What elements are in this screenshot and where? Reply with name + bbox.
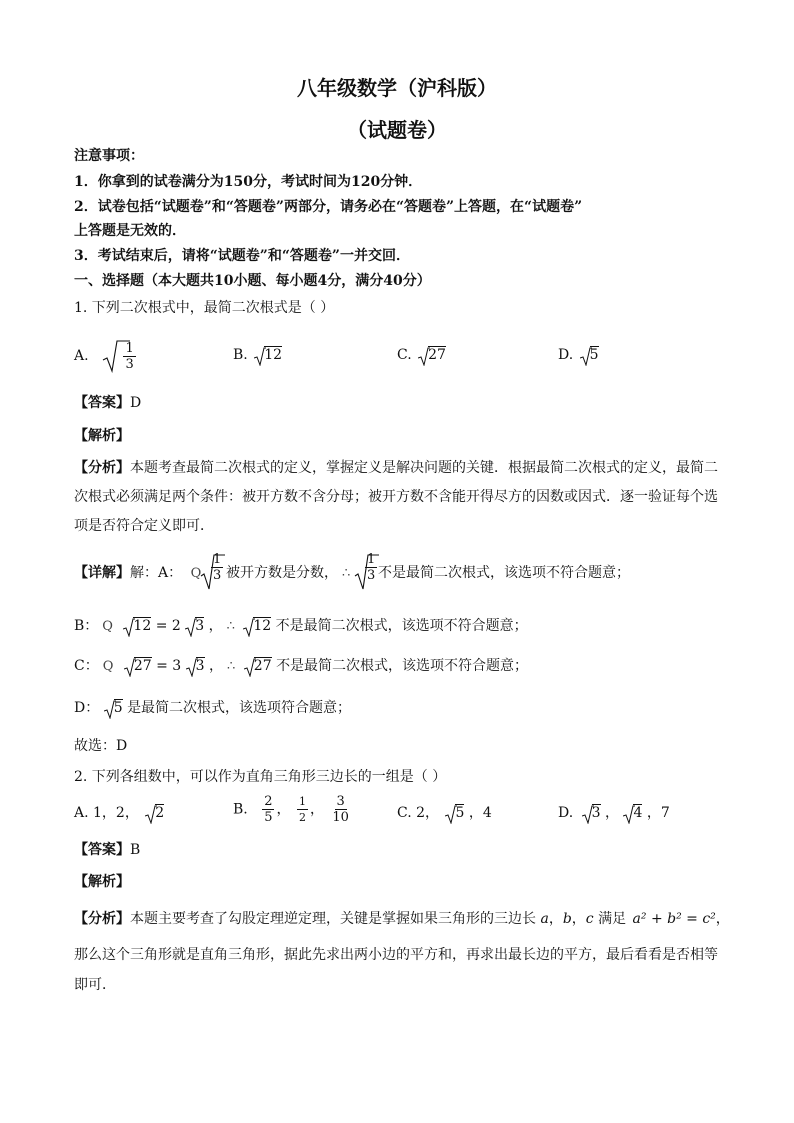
q1-conclusion: 故选：D bbox=[74, 738, 128, 754]
q2-fenxi-line-1: 【分析】本题主要考查了勾股定理逆定理，关键是掌握如果三角形的三边长 a，b，c 满足 a² + b² = c²， bbox=[74, 911, 730, 927]
q1-detail-c: C： Q 27 = 3 3 ， ∴ 27 不是最简二次根式，该选项不符合题意； bbox=[74, 658, 529, 674]
sqrt-symbol bbox=[101, 338, 131, 374]
formula: a² + b² = c² bbox=[632, 911, 716, 927]
notice-item-2-cont: 上答题是无效的． bbox=[74, 223, 186, 239]
fraction: $\frac{1}{2}$ bbox=[298, 795, 306, 824]
q1-fenxi-line-3: 项是否符合定义即可． bbox=[74, 518, 214, 534]
notice-item-2: 2．试卷包括“试题卷”和“答题卷”两部分，请务必在“答题卷”上答题，在“试题卷” bbox=[74, 199, 583, 215]
q1-option-a bbox=[74, 338, 138, 374]
fraction: $\frac{1}{3}$ bbox=[213, 552, 222, 583]
page-subtitle: （试题卷） bbox=[347, 118, 447, 142]
fraction: $\frac{1}{3}$ bbox=[125, 340, 134, 372]
fraction: $\frac{1}{3}$ bbox=[367, 552, 376, 583]
sqrt-expr: 12 bbox=[264, 347, 282, 363]
q1-option-d: D. 5 bbox=[558, 347, 599, 363]
q1-fenxi-line-1: 【分析】本题考查最简二次根式的定义，掌握定义是解决问题的关键．根据最简二次根式的定义，最简二 bbox=[74, 460, 718, 476]
q1-option-c: C. 27 bbox=[397, 347, 446, 363]
q2-analysis-tag: 【解析】 bbox=[74, 874, 130, 890]
q1-fenxi-line-2: 次根式必须满足两个条件：被开方数不含分母；被开方数不含能开得尽方的因数或因式．逐一验证每个选 bbox=[74, 489, 718, 505]
sqrt-expr: 27 bbox=[428, 347, 446, 363]
notice-item-1: 1．你拿到的试卷满分为150分，考试时间为120分钟． bbox=[74, 174, 423, 190]
page-title: 八年级数学（沪科版） bbox=[297, 76, 497, 100]
sqrt-expr: 5 bbox=[590, 347, 599, 363]
q1-answer: 【答案】D bbox=[74, 395, 142, 411]
q1-detail-a-end: 不是最简二次根式，该选项不符合题意； bbox=[378, 565, 630, 581]
q2-option-c: C. 2， 5 ，4 bbox=[397, 805, 492, 821]
notice-heading: 注意事项： bbox=[74, 148, 144, 164]
q2-fenxi-line-3: 即可． bbox=[74, 977, 116, 993]
q1-detail-a-mid: 被开方数是分数， ∴ bbox=[226, 565, 351, 581]
q1-detail-a: 【详解】解：A： Q bbox=[74, 565, 202, 581]
q2-option-b: B. $\frac{2}{5}$ ， $\frac{1}{2}$ ， $\frac{3}{10}$ bbox=[233, 794, 349, 825]
q1-stem: 1. 下列二次根式中，最简二次根式是（ ） bbox=[74, 300, 335, 316]
q1-detail-b: B： Q 12 = 2 3 ， ∴ 12 不是最简二次根式，该选项不符合题意； bbox=[74, 618, 528, 634]
q1-analysis-tag: 【解析】 bbox=[74, 428, 130, 444]
q2-option-a: A. 1，2， 2 bbox=[74, 805, 165, 821]
q2-option-d: D. 3 ， 4 ，7 bbox=[558, 805, 670, 821]
q2-answer: 【答案】B bbox=[74, 842, 141, 858]
q1-detail-d: D： 5 是最简二次根式，该选项符合题意； bbox=[74, 700, 352, 716]
option-letter: A. bbox=[74, 348, 89, 364]
notice-item-3: 3．考试结束后，请将“试题卷”和“答题卷”一并交回． bbox=[74, 248, 410, 264]
fraction: $\frac{3}{10}$ bbox=[332, 794, 349, 825]
q2-fenxi-line-2: 那么这个三角形就是直角三角形，据此先求出两小边的平方和，再求出最长边的平方，最后看看是否相等 bbox=[74, 947, 718, 963]
section-heading: 一、选择题（本大题共10小题、每小题4分，满分40分） bbox=[74, 273, 431, 289]
fraction: $\frac{2}{5}$ bbox=[264, 794, 273, 825]
q1-option-b: B. 12 bbox=[233, 347, 283, 363]
q2-stem: 2. 下列各组数中，可以作为直角三角形三边长的一组是（ ） bbox=[74, 769, 447, 785]
